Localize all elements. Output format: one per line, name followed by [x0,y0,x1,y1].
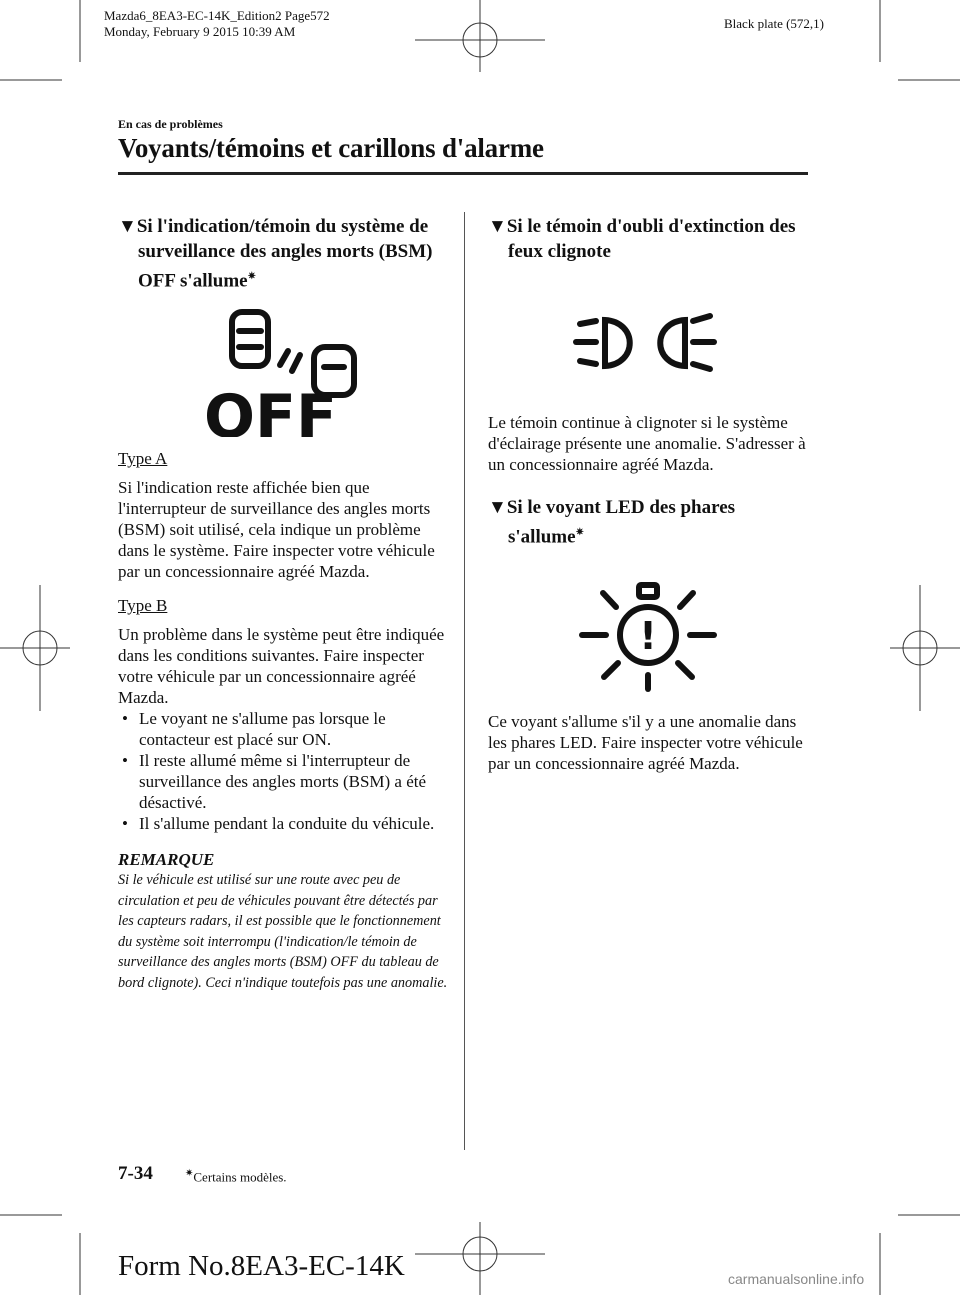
type-b-label: Type B [118,596,168,616]
heading-triangle: ▼ [488,216,507,237]
bullet-dot: • [122,751,128,771]
warning-mark: ! [639,614,657,659]
title-rule [118,172,808,175]
watermark: carmanualsonline.info [728,1271,865,1287]
form-number: Form No.8EA3-EC-14K [118,1250,405,1282]
remarque-title: REMARQUE [118,850,215,870]
led-headlight-warning-icon [488,577,810,697]
footnote-text: Certains modèles. [193,1169,287,1185]
list-item-text: Le voyant ne s'allume pas lorsque le contacteur est placé sur ON. [139,709,386,750]
right-column [488,214,810,774]
heading-triangle: ▼ [488,497,507,518]
footnote-star: ✷ [185,1168,194,1179]
heading-triangle: ▼ [118,216,137,237]
page-title: Voyants/témoins et carillons d'alarme [118,133,544,163]
column-divider [464,212,465,1150]
print-header-file: Mazda6_8EA3-EC-14K_Edition2 Page572 [104,8,330,23]
left-column [118,214,454,993]
conditions-list [118,708,454,834]
list-item-text: Il s'allume pendant la conduite du véhicule. [139,814,435,834]
list-item [118,813,454,834]
section-label: En cas de problèmes [118,117,223,131]
bsm-heading-text: Si l'indication/témoin du système de surveillance des angles morts (BSM) OFF s'allume [136,216,433,292]
print-header-date: Monday, February 9 2015 10:39 AM [104,24,296,39]
model-star: ✷ [575,527,584,538]
type-a-text: Si l'indication reste affichée bien que l'interrupteur de surveillance des angles morts (BSM) soit utilisé, cela indique un problème dans le système. Faire inspecter votre véhicule par un concessionnaire agréé Mazda. [118,478,435,582]
bsm-off-text: OFF [204,382,337,438]
lights-on-reminder-icon [488,308,810,392]
led-heading-text: Si le voyant LED des phares s'allume [506,497,736,548]
list-item [118,750,454,813]
footnote [185,1168,287,1185]
lights-heading [488,214,810,264]
bullet-dot: • [122,814,128,834]
list-item-text: Il reste allumé même si l'interrupteur de surveillance des angles morts (BSM) a été désactivé. [139,751,427,813]
bsm-off-icon [118,307,454,437]
page-number: 7-34 [118,1163,153,1184]
bsm-heading [118,214,454,293]
led-text: Ce voyant s'allume s'il y a une anomalie dans les phares LED. Faire inspecter votre véhicule par un concessionnaire agréé Mazda. [488,712,803,774]
model-star: ✷ [247,271,256,282]
led-heading [488,495,810,549]
bullet-dot: • [122,709,128,729]
type-a-label: Type A [118,449,168,469]
type-b-text: Un problème dans le système peut être indiquée dans les conditions suivantes. Faire inspecter votre véhicule par un concessionnaire agréé Mazda. [118,625,445,708]
list-item [118,708,454,750]
lights-text: Le témoin continue à clignoter si le système d'éclairage présente une anomalie. S'adresser à un concessionnaire agréé Mazda. [488,413,806,474]
print-header-plate: Black plate (572,1) [724,16,824,31]
remarque-text: Si le véhicule est utilisé sur une route avec peu de circulation et peu de véhicules pouvant être détectés par les capteurs radars, il est possible que le fonctionnement du système soit interrompu (l'indication/le témoin de surveillance des angles morts (BSM) OFF du tableau de bord clignote). Ceci n'indique toutefois pas une anomalie. [118,872,448,991]
lights-heading-text: Si le témoin d'oubli d'extinction des feux clignote [506,216,796,262]
